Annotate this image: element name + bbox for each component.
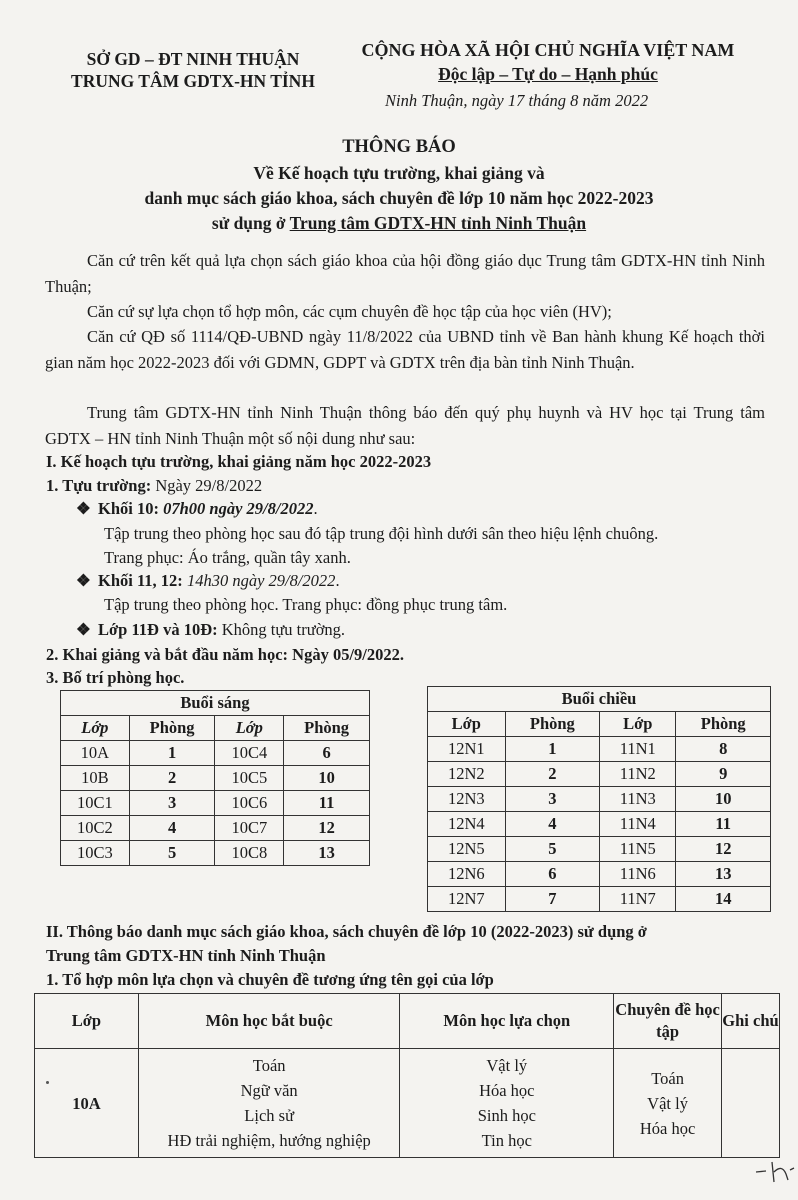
column-header: Phòng [129,716,215,741]
title-line-2: Về Kế hoạch tựu trường, khai giảng và [253,163,545,183]
table-cell: 10C3 [61,841,130,866]
table-cell: 10C7 [215,816,284,841]
column-header: Lớp [600,712,676,737]
table-cell: 11N6 [600,862,676,887]
topic-item: Hóa học [639,1118,696,1138]
morning-room-table [60,690,370,866]
subject-item: Ngữ văn [240,1081,298,1100]
table-row [61,841,370,866]
table-cell: 10C4 [215,741,284,766]
table-cell: 12N7 [428,887,506,912]
table-cell: 3 [129,791,215,816]
topic-item: Vật lý [647,1093,688,1113]
table-cell: 11N4 [600,812,676,837]
table-cell: 2 [505,762,600,787]
table-cell: 12N5 [428,837,506,862]
item-enrollment-value: Ngày 29/8/2022 [151,476,263,495]
document-date: Ninh Thuận, ngày 17 tháng 8 năm 2022 [385,91,649,110]
column-header: Lớp [428,712,506,737]
table-cell: 12N2 [428,762,506,787]
table-cell: 12N4 [428,812,506,837]
table-cell: 11N7 [600,887,676,912]
table-row [428,862,771,887]
table-cell: 11 [676,812,771,837]
column-header: Môn học lựa chọn [400,994,614,1049]
item-enrollment-label: 1. Tựu trường: [46,476,152,495]
table-cell: 13 [284,841,370,866]
table-cell: 10C2 [61,816,130,841]
table-cell: 5 [129,841,215,866]
national-heading [338,38,758,86]
subject-item: Sinh học [477,1106,536,1125]
table-cell: 10 [676,787,771,812]
required-subjects-cell [138,1049,400,1158]
grade-10-uniform: Trang phục: Áo trắng, quần tây xanh. [104,548,351,567]
table-cell: 11N1 [600,737,676,762]
table-cell: 9 [676,762,771,787]
column-header: Lớp [61,716,130,741]
diamond-bullet-icon: ❖ [76,571,91,590]
elective-subjects-cell [400,1049,614,1158]
table-cell: 4 [505,812,600,837]
morning-table-title: Buổi sáng [61,691,370,716]
table-cell: 4 [129,816,215,841]
table-cell: 1 [129,741,215,766]
grade-11-12-label: Khối 11, 12: [98,571,187,590]
table-row [428,762,771,787]
bullet-grade-10 [76,499,318,519]
grade-10-instruction: Tập trung theo phòng học sau đó tập trung đội hình dưới sân theo hiệu lệnh chuông. [104,524,659,543]
table-cell: 6 [505,862,600,887]
section-1-heading: I. Kế hoạch tựu trường, khai giảng năm học 2022-2023 [46,452,432,471]
diamond-bullet-icon: ❖ [76,620,91,639]
column-header: Chuyên đề học tập [614,994,722,1049]
table-cell: 14 [676,887,771,912]
table-row [61,766,370,791]
table-cell: 3 [505,787,600,812]
topics-cell [614,1049,722,1158]
grade-11-12-time: 14h30 ngày 29/8/2022 [186,571,336,590]
issuer-block [58,48,328,92]
table-row [428,837,771,862]
subject-item: Vật lý [486,1056,528,1075]
section-2-heading-line-2: Trung tâm GDTX-HN tỉnh Ninh Thuận [46,946,326,965]
paragraph-1: Căn cứ trên kết quả lựa chọn sách giáo khoa của hội đồng giáo dục Trung tâm GDTX-HN tỉnh Ninh Thuận; [45,251,765,296]
section-2-item-1: 1. Tổ hợp môn lựa chọn và chuyên đề tương ứng tên gọi của lớp [46,970,494,989]
issuer-center: TRUNG TÂM GDTX-HN TỈNH [71,71,315,91]
afternoon-table-title: Buổi chiều [428,687,771,712]
column-header: Môn học bắt buộc [138,994,400,1049]
table-cell: 11 [284,791,370,816]
handwritten-mark-icon [752,1150,796,1190]
table-cell: 12N6 [428,862,506,887]
column-header: Lớp [35,994,139,1049]
note-cell [722,1049,780,1158]
class-11d-value: Không tựu trường. [217,620,346,639]
table-cell: 12 [676,837,771,862]
subject-item: Hóa học [479,1081,535,1100]
subject-item: Lịch sử [244,1106,295,1125]
item-rooms: 3. Bố trí phòng học. [46,668,185,687]
table-cell: 6 [284,741,370,766]
bullet-class-11d [76,620,345,640]
table-cell: 13 [676,862,771,887]
subject-item: Toán [252,1056,286,1075]
issuer-department: SỞ GD – ĐT NINH THUẬN [86,49,300,69]
table-cell: 12 [284,816,370,841]
title-line-3: danh mục sách giáo khoa, sách chuyên đề lớp 10 năm học 2022-2023 [144,188,654,208]
table-cell: 11N2 [600,762,676,787]
table-cell: 10C6 [215,791,284,816]
topic-item: Toán [651,1068,684,1088]
subjects-table [34,993,780,1158]
table-row [61,741,370,766]
national-motto: Độc lập – Tự do – Hạnh phúc [438,64,658,84]
table-cell: 12N3 [428,787,506,812]
table-cell: 11N5 [600,837,676,862]
subject-item: Tin học [481,1131,532,1150]
item-opening: 2. Khai giảng và bắt đầu năm học: Ngày 05/9/2022. [46,645,405,664]
title-line-4 [0,213,798,234]
table-cell: 2 [129,766,215,791]
grade-11-12-instruction: Tập trung theo phòng học. Trang phục: đồng phục trung tâm. [104,595,508,614]
column-header: Phòng [284,716,370,741]
item-enrollment [46,476,262,496]
table-cell: 10B [61,766,130,791]
section-2-heading-line-1: II. Thông báo danh mục sách giáo khoa, sách chuyên đề lớp 10 (2022-2023) sử dụng ở [46,922,647,941]
table-row [61,816,370,841]
table-row [61,791,370,816]
bullet-grade-11-12 [76,571,340,591]
column-header: Phòng [676,712,771,737]
table-cell: 1 [505,737,600,762]
table-cell: 10C1 [61,791,130,816]
ink-dot [46,1081,49,1084]
table-row [428,812,771,837]
table-row [35,1049,780,1158]
table-row [428,737,771,762]
title-line-4-underlined: Trung tâm GDTX-HN tỉnh Ninh Thuận [289,213,587,233]
afternoon-room-table [427,686,771,912]
paragraph-4: Trung tâm GDTX-HN tỉnh Ninh Thuận thông báo đến quý phụ huynh và HV học tại Trung tâm GDTX – HN tỉnh Ninh Thuận một số nội dung như sau: [45,403,765,448]
grade-11-12-end: . [335,571,340,590]
class-11d-label: Lớp 11Đ và 10Đ: [98,620,218,639]
grade-10-end: . [313,499,318,518]
class-cell: 10A [35,1049,139,1158]
document-title: THÔNG BÁO [342,137,456,157]
title-line-4-prefix: sử dụng ở [211,213,290,233]
table-cell: 7 [505,887,600,912]
column-header: Lớp [215,716,284,741]
country-name: CỘNG HÒA XÃ HỘI CHỦ NGHĨA VIỆT NAM [361,40,735,60]
subject-item: HĐ trải nghiệm, hướng nghiệp [167,1131,371,1150]
table-cell: 11N3 [600,787,676,812]
paragraph-3: Căn cứ QĐ số 1114/QĐ-UBND ngày 11/8/2022 của UBND tỉnh về Ban hành khung Kế hoạch thời gian năm học 2022-2023 đối với GDMN, GDPT và GDTX trên địa bàn tỉnh Ninh Thuận. [45,327,765,372]
column-header: Ghi chú [722,994,780,1049]
column-header: Phòng [505,712,600,737]
table-row [428,787,771,812]
table-cell: 10A [61,741,130,766]
table-cell: 10 [284,766,370,791]
grade-10-time: 07h00 ngày 29/8/2022 [163,499,314,518]
diamond-bullet-icon: ❖ [76,499,91,518]
paragraph-2: Căn cứ sự lựa chọn tổ hợp môn, các cụm chuyên đề học tập của học viên (HV); [87,302,612,321]
table-row [428,887,771,912]
grade-10-label: Khối 10: [98,499,164,518]
table-cell: 5 [505,837,600,862]
table-cell: 10C5 [215,766,284,791]
table-cell: 10C8 [215,841,284,866]
table-cell: 12N1 [428,737,506,762]
table-cell: 8 [676,737,771,762]
